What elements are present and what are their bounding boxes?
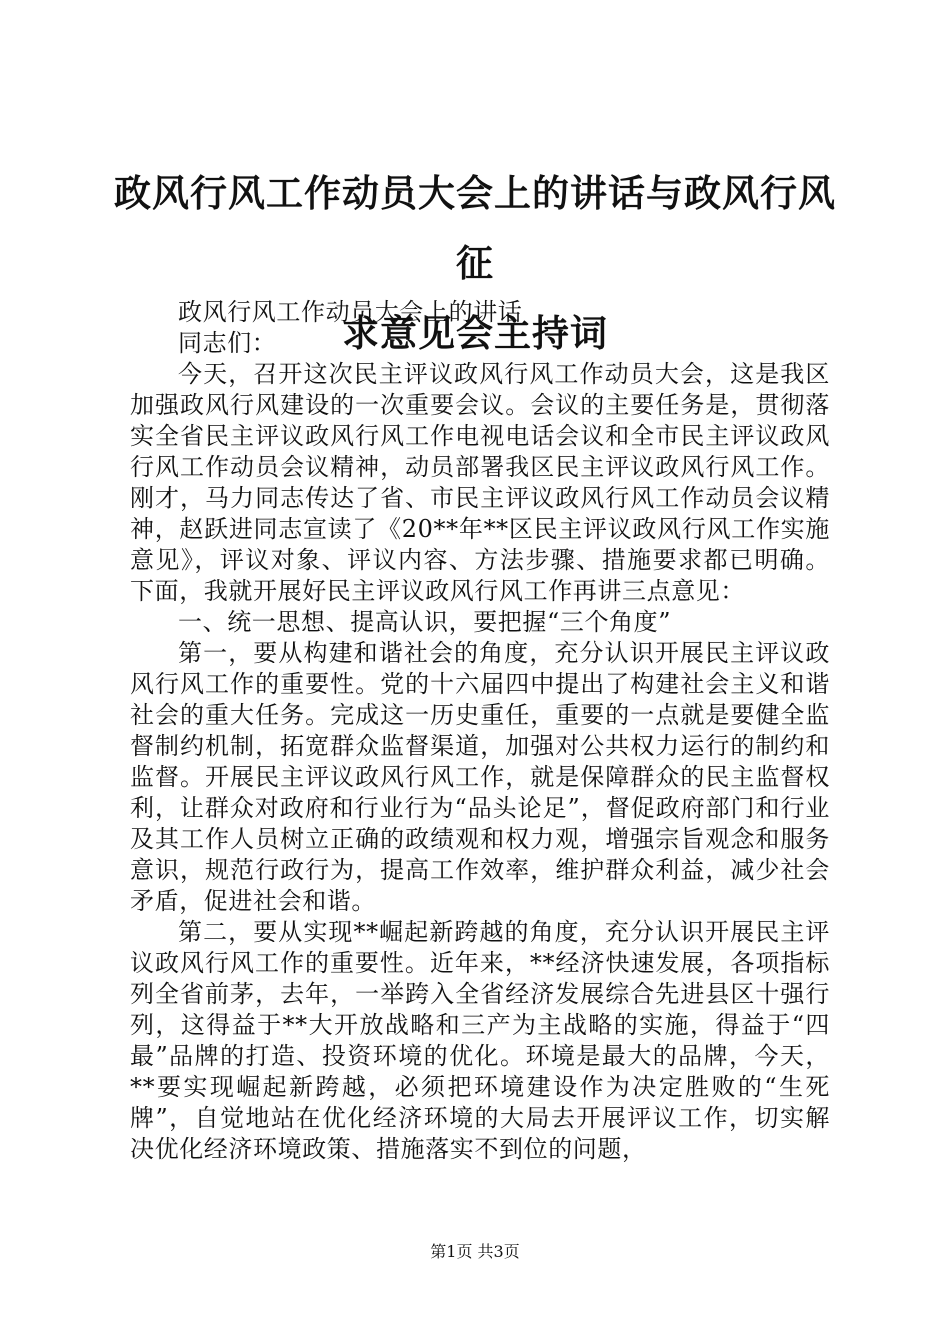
- salutation: 同志们：: [178, 329, 277, 357]
- speech-heading: 政风行风工作动员大会上的讲话: [178, 298, 523, 326]
- paragraph-first-point: 第一，要从构建和谐社会的角度，充分认识开展民主评议政风行风工作的重要性。党的十六届四中提出了构建社会主义和谐社会的重大任务。完成这一历史重任，重要的一点就是要健全监督制约机制，拓宽群众监督渠道，加强对公共权力运行的制约和监督。开展民主评议政风行风工作，就是保障群众的民主监督权利，让群众对政府和行业行为“品头论足”，督促政府部门和行业及其工作人员树立正确的政绩观和权力观，增强宗旨观念和服务意识，规范行政行为，提高工作效率，维护群众利益，减少社会矛盾，促进社会和谐。: [130, 639, 830, 915]
- section-heading-1: 一、统一思想、提高认识，要把握“三个角度”: [178, 608, 672, 636]
- page-number-footer: 第1页 共3页: [430, 1242, 520, 1261]
- document-body: [130, 297, 830, 1165]
- title-line-1: 政风行风工作动员大会上的讲话与政风行风征: [114, 171, 836, 285]
- title-line-2: 求意见会主持词: [342, 311, 608, 355]
- paragraph-intro: 今天，召开这次民主评议政风行风工作动员大会，这是我区加强政风行风建设的一次重要会议。会议的主要任务是，贯彻落实全省民主评议政风行风工作电视电话会议和全市民主评议政风行风工作动员会议精神，动员部署我区民主评议政风行风工作。刚才，马力同志传达了省、市民主评议政风行风工作动员会议精神，赵跃进同志宣读了《20**年**区民主评议政风行风工作实施意见》，评议对象、评议内容、方法步骤、措施要求都已明确。下面，我就开展好民主评议政风行风工作再讲三点意见：: [130, 360, 830, 605]
- paragraph-second-point: 第二，要从实现**崛起新跨越的角度，充分认识开展民主评议政风行风工作的重要性。近年来，**经济快速发展，各项指标列全省前茅，去年，一举跨入全省经济发展综合先进县区十强行列，这得益于**大开放战略和三产为主战略的实施，得益于“四最”品牌的打造、投资环境的优化。环境是最大的品牌，今天，**要实现崛起新跨越，必须把环境建设作为决定胜败的“生死牌”，自觉地站在优化经济环境的大局去开展评议工作，切实解决优化经济环境政策、措施落实不到位的问题，: [130, 918, 830, 1163]
